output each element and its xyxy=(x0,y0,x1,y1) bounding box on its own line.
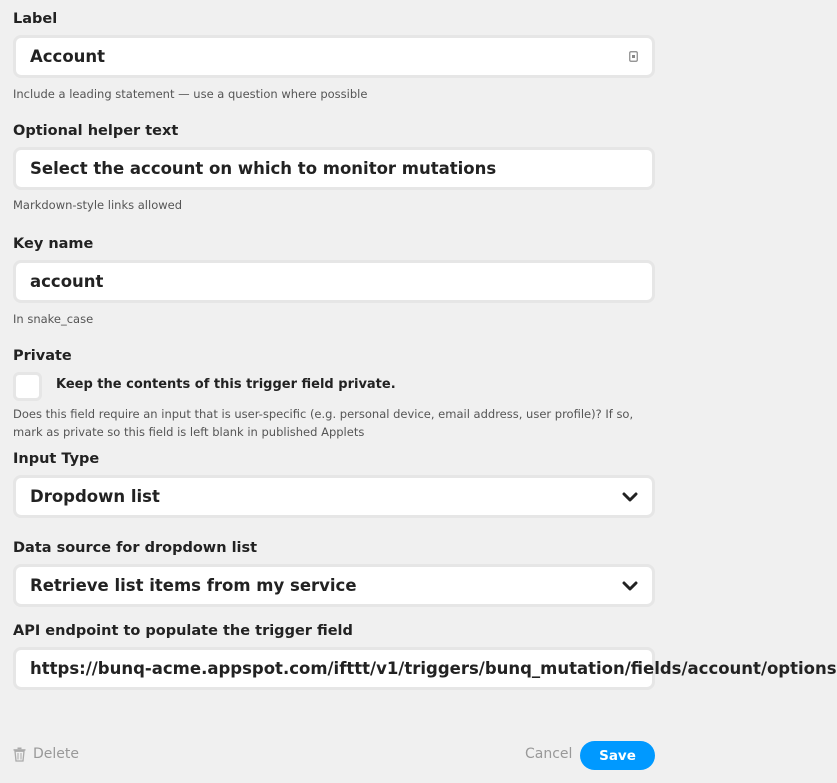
private-hint: Does this field require an input that is user-specific (e.g. personal device, email address, user profile)? If so, mark as private so this field is left blank in published Applets xyxy=(13,407,634,439)
api-endpoint-input[interactable] xyxy=(13,647,837,690)
api-endpoint-heading: API endpoint to populate the trigger field xyxy=(13,623,353,639)
chevron-down-icon[interactable] xyxy=(622,491,638,503)
key-name-input[interactable] xyxy=(13,260,655,303)
save-button[interactable]: Save xyxy=(580,741,655,770)
helper-text-input[interactable] xyxy=(13,147,655,190)
data-source-heading: Data source for dropdown list xyxy=(13,540,258,556)
input-type-heading: Input Type xyxy=(13,451,100,467)
chevron-down-icon[interactable] xyxy=(622,580,638,592)
label-field-heading: Label xyxy=(13,11,58,27)
key-field-heading: Key name xyxy=(13,236,94,252)
key-hint: In snake_case xyxy=(13,312,94,326)
helper-text-value[interactable]: Select the account on which to monitor mutations xyxy=(30,159,497,178)
key-name-value[interactable]: account xyxy=(30,272,104,291)
helper-field-heading: Optional helper text xyxy=(13,123,179,139)
cancel-button[interactable]: Cancel xyxy=(525,746,573,762)
delete-button[interactable] xyxy=(13,746,79,762)
lock-icon xyxy=(629,51,638,62)
data-source-select[interactable] xyxy=(13,564,655,607)
delete-label[interactable]: Delete xyxy=(33,746,79,762)
private-checkbox-label[interactable]: Keep the contents of this trigger field private. xyxy=(56,377,396,392)
api-endpoint-value[interactable]: https://bunq-acme.appspot.com/ifttt/v1/triggers/bunq_mutation/fields/account/options xyxy=(30,659,837,678)
data-source-selected[interactable]: Retrieve list items from my service xyxy=(30,576,357,595)
label-input[interactable] xyxy=(13,35,655,78)
input-type-selected[interactable]: Dropdown list xyxy=(30,487,160,506)
private-field-heading: Private xyxy=(13,348,72,364)
trash-icon xyxy=(13,747,26,762)
private-checkbox[interactable] xyxy=(13,372,42,401)
helper-hint: Markdown-style links allowed xyxy=(13,198,183,212)
label-input-value[interactable]: Account xyxy=(30,47,106,66)
label-hint: Include a leading statement — use a question where possible xyxy=(13,87,368,101)
input-type-select[interactable] xyxy=(13,475,655,518)
